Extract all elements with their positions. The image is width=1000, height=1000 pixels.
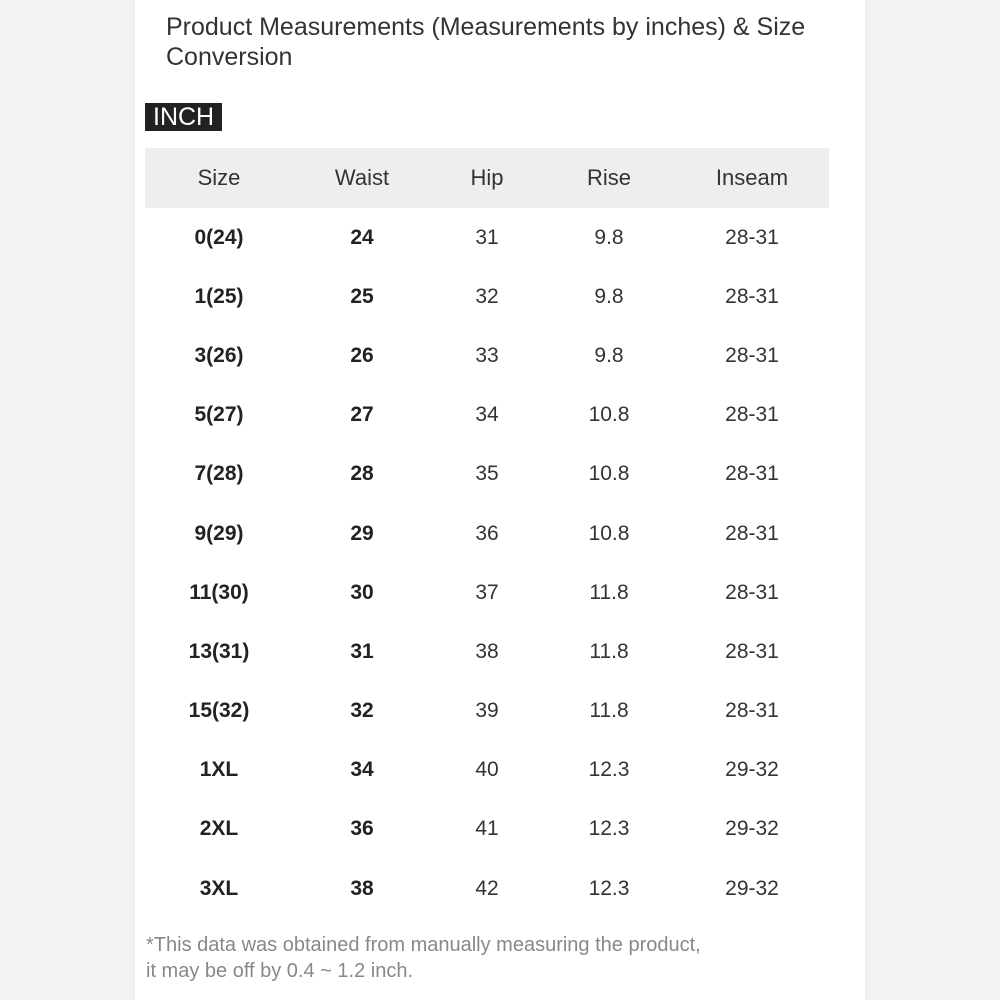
cell-rise: 12.3 [588, 758, 630, 782]
cell-inseam: 28-31 [725, 639, 779, 663]
cell-size: 1XL [199, 758, 239, 782]
size-chart-panel [135, 0, 865, 1000]
cell-inseam: 28-31 [725, 284, 779, 308]
header-hip: Hip [431, 148, 543, 208]
cell-rise: 12.3 [588, 817, 630, 841]
cell-hip: 40 [475, 758, 499, 782]
table-row [145, 386, 829, 445]
cell-waist: 25 [350, 284, 374, 308]
table-row [145, 682, 829, 741]
cell-rise: 11.8 [589, 699, 629, 723]
cell-size: 5(27) [194, 403, 244, 427]
table-row [145, 859, 829, 918]
size-table [145, 148, 829, 918]
cell-inseam: 29-32 [725, 817, 779, 841]
cell-hip: 34 [475, 403, 499, 427]
footnote-line-2: it may be off by 0.4 ~ 1.2 inch. [146, 960, 414, 982]
cell-size: 9(29) [194, 521, 244, 545]
cell-waist: 26 [350, 343, 374, 367]
cell-rise: 11.8 [589, 639, 629, 663]
table-row [145, 741, 829, 800]
cell-hip: 37 [475, 580, 499, 604]
header-size: Size [145, 148, 293, 208]
header-waist: Waist [293, 148, 431, 208]
cell-waist: 29 [350, 521, 374, 545]
cell-rise: 11.8 [589, 580, 629, 604]
table-row [145, 504, 829, 563]
cell-size: 2XL [199, 817, 239, 841]
cell-waist: 32 [350, 699, 374, 723]
cell-inseam: 28-31 [725, 462, 779, 486]
cell-waist: 27 [350, 403, 374, 427]
cell-inseam: 28-31 [725, 699, 779, 723]
table-row [145, 563, 829, 622]
cell-rise: 12.3 [588, 876, 630, 900]
cell-hip: 33 [475, 343, 499, 367]
table-body [145, 208, 829, 918]
header-inseam: Inseam [675, 148, 829, 208]
cell-rise: 10.8 [588, 521, 630, 545]
cell-size: 15(32) [188, 699, 250, 723]
cell-waist: 24 [350, 225, 374, 249]
cell-inseam: 29-32 [725, 876, 779, 900]
cell-hip: 41 [475, 817, 499, 841]
header-rise: Rise [543, 148, 675, 208]
cell-size: 1(25) [194, 284, 244, 308]
cell-waist: 28 [350, 462, 374, 486]
cell-rise: 10.8 [588, 403, 630, 427]
unit-badge: INCH [145, 103, 222, 131]
table-row [145, 208, 829, 267]
cell-hip: 32 [475, 284, 499, 308]
cell-hip: 42 [475, 876, 499, 900]
table-row [145, 326, 829, 385]
cell-size: 11(30) [189, 580, 249, 604]
cell-waist: 30 [350, 580, 374, 604]
cell-size: 3(26) [194, 343, 244, 367]
cell-rise: 9.8 [594, 343, 624, 367]
cell-hip: 39 [475, 699, 499, 723]
cell-size: 7(28) [194, 462, 244, 486]
cell-hip: 35 [475, 462, 499, 486]
cell-size: 3XL [199, 876, 239, 900]
footnote-line-1: *This data was obtained from manually measuring the product, [146, 934, 701, 956]
cell-inseam: 28-31 [725, 580, 779, 604]
cell-inseam: 28-31 [725, 521, 779, 545]
cell-rise: 9.8 [594, 225, 624, 249]
table-row [145, 267, 829, 326]
cell-rise: 10.8 [588, 462, 630, 486]
cell-inseam: 28-31 [725, 343, 779, 367]
cell-waist: 36 [350, 817, 374, 841]
measurement-footnote [146, 932, 836, 984]
cell-waist: 38 [350, 876, 374, 900]
cell-size: 13(31) [188, 639, 250, 663]
table-row [145, 445, 829, 504]
cell-hip: 31 [475, 225, 499, 249]
table-row [145, 622, 829, 681]
cell-rise: 9.8 [594, 284, 624, 308]
page-title: Product Measurements (Measurements by inches) & Size Conversion [166, 13, 806, 71]
cell-size: 0(24) [194, 225, 244, 249]
cell-inseam: 29-32 [725, 758, 779, 782]
cell-inseam: 28-31 [725, 225, 779, 249]
cell-hip: 38 [475, 639, 499, 663]
table-row [145, 800, 829, 859]
cell-waist: 34 [350, 758, 374, 782]
cell-inseam: 28-31 [725, 403, 779, 427]
table-header-row [145, 148, 829, 208]
cell-waist: 31 [350, 639, 374, 663]
cell-hip: 36 [475, 521, 499, 545]
